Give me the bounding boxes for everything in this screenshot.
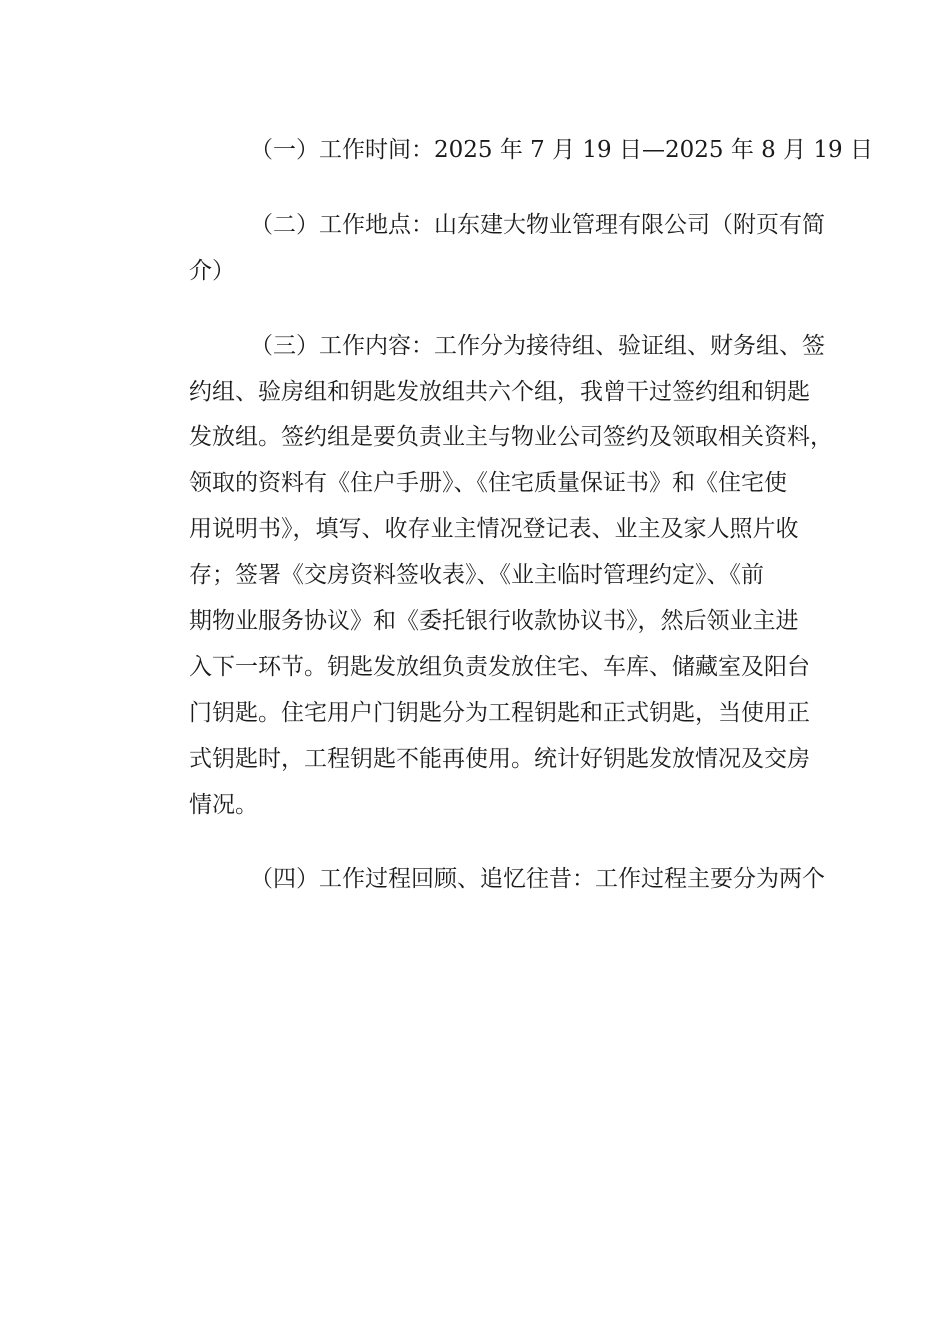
text-line: 用说明书》，填写、收存业主情况登记表、业主及家人照片收	[189, 516, 799, 543]
text-line: （三）工作内容：工作分为接待组、验证组、财务组、签	[250, 332, 825, 359]
text-line: 情况。	[189, 791, 258, 818]
text-line: 发放组。签约组是要负责业主与物业公司签约及领取相关资料，	[189, 424, 833, 451]
text-line: 领取的资料有《住户手册》、《住宅质量保证书》和《住宅使	[189, 470, 787, 497]
text-line: （一）工作时间：2025 年 7 月 19 日—2025 年 8 月 19 日	[250, 137, 873, 163]
text-line: 存；签署《交房资料签收表》、《业主临时管理约定》、《前	[189, 562, 764, 589]
text-line: 期物业服务协议》和《委托银行收款协议书》，然后领业主进	[189, 608, 799, 635]
paragraph-work-time	[143, 128, 873, 174]
text-line: （二）工作地点：山东建大物业管理有限公司（附页有简	[250, 211, 825, 238]
text-line: 约组、验房组和钥匙发放组共六个组，我曾干过签约组和钥匙	[189, 378, 810, 405]
text-line: 式钥匙时，工程钥匙不能再使用。统计好钥匙发放情况及交房	[189, 745, 810, 772]
paragraph-work-content	[143, 324, 833, 829]
document-body	[143, 128, 873, 903]
text-line: （四）工作过程回顾、追忆往昔：工作过程主要分为两个	[250, 866, 825, 893]
paragraph-work-location	[143, 203, 825, 295]
text-line: 入下一环节。钥匙发放组负责发放住宅、车库、储藏室及阳台	[189, 653, 810, 680]
text-line: 门钥匙。住宅用户门钥匙分为工程钥匙和正式钥匙，当使用正	[189, 699, 810, 726]
text-line: 介）	[189, 257, 235, 284]
paragraph-work-review	[143, 857, 825, 903]
